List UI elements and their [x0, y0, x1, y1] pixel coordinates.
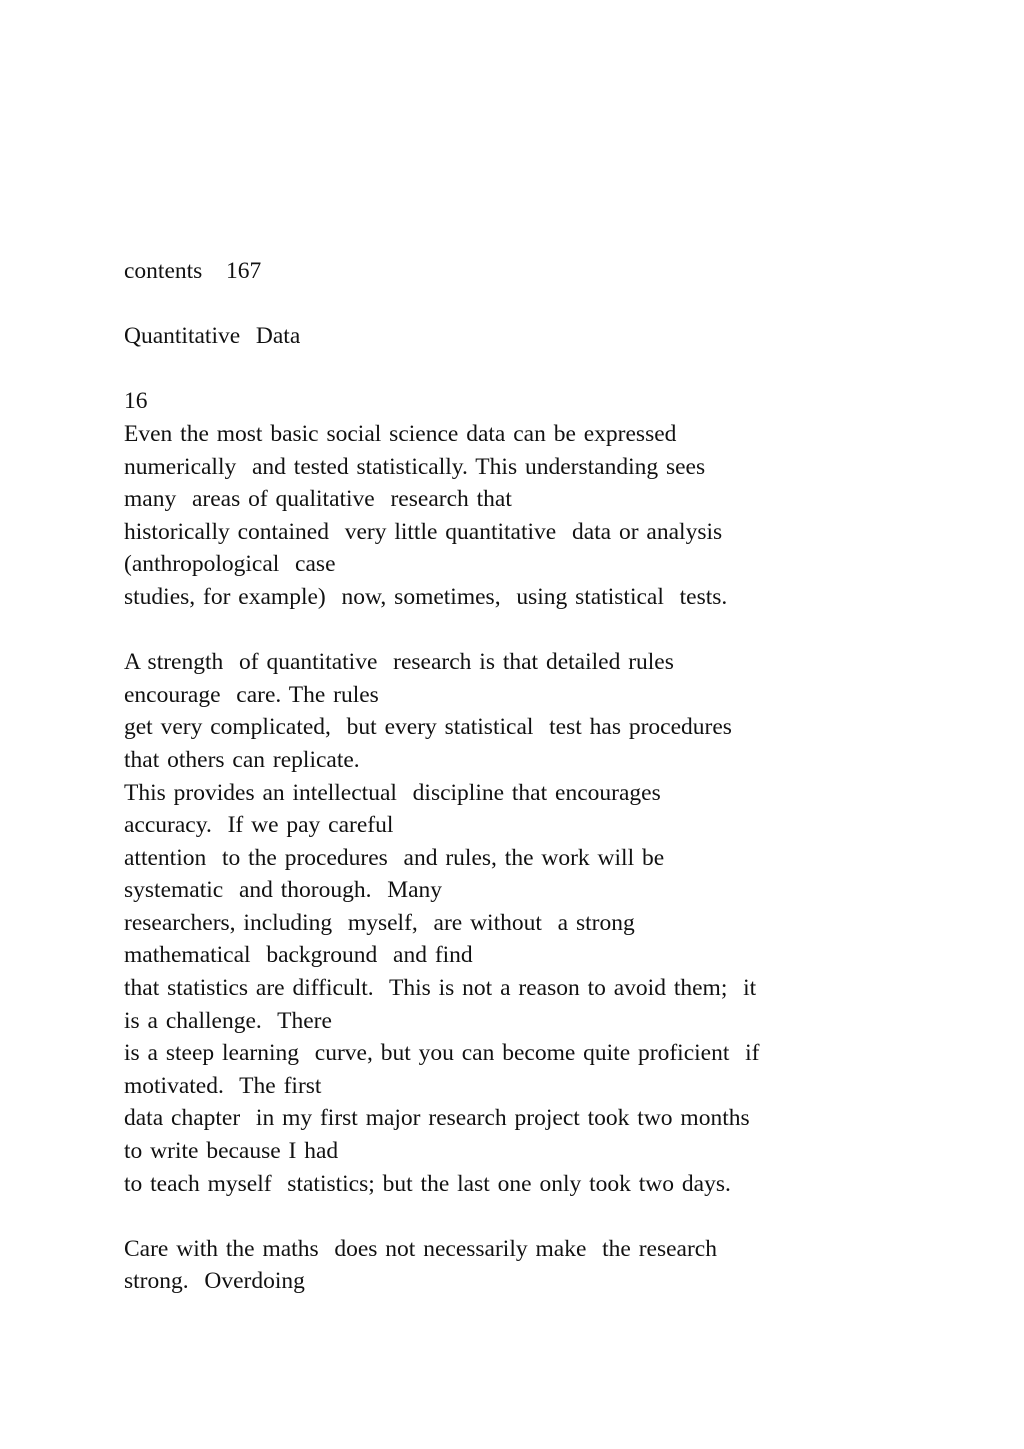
spacer	[124, 353, 924, 386]
paragraph-line: get very complicated, but every statistical test has procedures	[124, 714, 732, 741]
paragraph-line: This provides an intellectual discipline that encourages	[124, 779, 661, 806]
spacer	[124, 614, 924, 647]
paragraph-line: encourage care. The rules	[124, 681, 379, 708]
paragraph-line: Care with the maths does not necessarily make the research	[124, 1235, 717, 1262]
paragraph-2	[124, 646, 924, 1200]
paragraph-line: mathematical background and find	[124, 942, 473, 969]
paragraph-line: strong. Overdoing	[124, 1268, 305, 1295]
paragraph-line: data chapter in my first major research project took two months	[124, 1105, 750, 1132]
paragraph-line: (anthropological case	[124, 551, 336, 578]
paragraph-line: motivated. The first	[124, 1072, 322, 1099]
paragraph-line: researchers, including myself, are without a strong	[124, 909, 635, 936]
paragraph-line: to teach myself statistics; but the last one only took two days.	[124, 1170, 731, 1197]
paragraph-line: Even the most basic social science data can be expressed	[124, 420, 677, 447]
document-text	[124, 255, 924, 1298]
paragraph-line: that others can replicate.	[124, 746, 360, 773]
running-head: contents 167	[124, 258, 262, 284]
paragraph-line: many areas of qualitative research that	[124, 486, 512, 513]
paragraph-line: studies, for example) now, sometimes, using statistical tests.	[124, 583, 728, 610]
paragraph-3	[124, 1233, 924, 1298]
paragraph-1	[124, 418, 924, 614]
paragraph-line: A strength of quantitative research is that detailed rules	[124, 649, 674, 676]
chapter-number: 16	[124, 388, 148, 415]
paragraph-line: attention to the procedures and rules, the work will be	[124, 844, 665, 871]
paragraph-line: historically contained very little quantitative data or analysis	[124, 518, 723, 545]
spacer	[124, 288, 924, 321]
paragraph-line: systematic and thorough. Many	[124, 877, 443, 904]
paragraph-line: numerically and tested statistically. This understanding sees	[124, 453, 706, 480]
paragraph-line: accuracy. If we pay careful	[124, 812, 394, 839]
chapter-title: Quantitative Data	[124, 323, 301, 350]
paragraph-line: is a challenge. There	[124, 1007, 332, 1034]
spacer	[124, 1200, 924, 1233]
paragraph-line: that statistics are difficult. This is not a reason to avoid them; it	[124, 975, 757, 1002]
paragraph-line: is a steep learning curve, but you can become quite proficient if	[124, 1040, 760, 1067]
paragraph-line: to write because I had	[124, 1138, 339, 1165]
